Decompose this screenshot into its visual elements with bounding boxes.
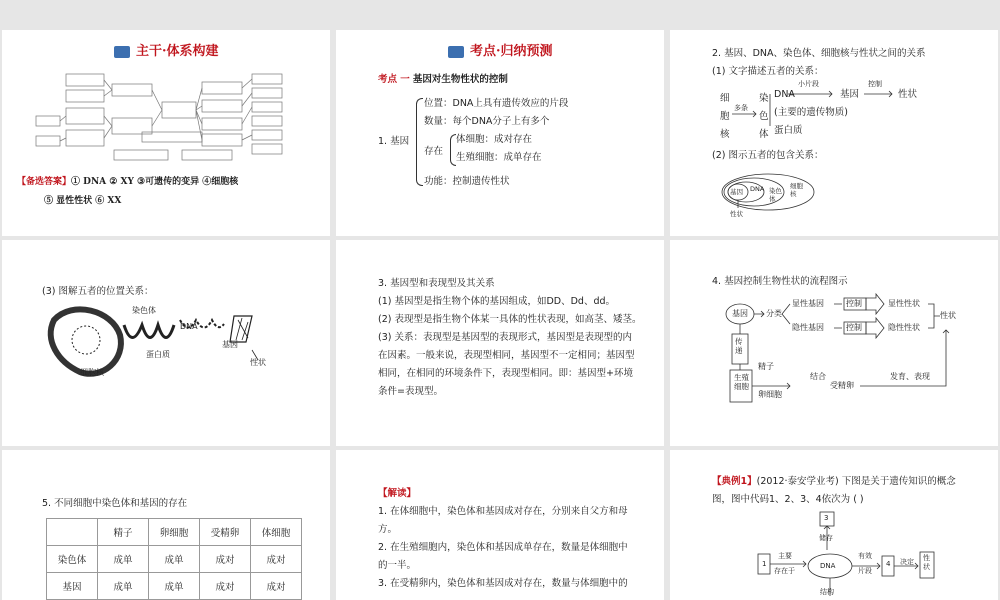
table-cell: 精子	[98, 519, 149, 546]
inclusion-diagram	[670, 30, 998, 236]
table-cell: 成单	[149, 573, 200, 600]
exist-in-label: 存在于	[774, 567, 795, 575]
table-cell: 成对	[251, 573, 302, 600]
gene-label: 基因	[840, 89, 860, 100]
text-line: (3) 关系：表现型是基因型的表现形式，基因型是表现型的内	[378, 332, 632, 343]
question-line-1: (2012·泰安学业考) 下图是关于遗传知识的概念	[756, 476, 956, 487]
table-cell: 基因	[47, 573, 98, 600]
topic-title: 基因对生物性状的控制	[412, 74, 508, 85]
answer-label: 【备选答案】	[17, 177, 72, 187]
gene-number: 数量：每个DNA分子上有多个	[424, 116, 550, 127]
ellipse-chromosome: 染色体	[769, 187, 782, 204]
text-line: 条件=表现型。	[378, 386, 443, 397]
code-3: 3	[824, 514, 829, 522]
segment-label: 片段	[858, 567, 872, 575]
heading: 2. 基因、DNA、染色体、细胞核与性状之间的关系	[712, 48, 926, 59]
heading: (3) 图解五者的位置关系：	[42, 286, 154, 297]
table-header-row	[47, 519, 302, 546]
table-cell: 体细胞	[251, 519, 302, 546]
recessive-trait: 隐性性状	[888, 323, 920, 332]
code-4: 4	[886, 560, 891, 568]
table-cell: 成单	[98, 573, 149, 600]
gene-exist: 存在	[424, 146, 444, 157]
heading: 3. 基因型和表现型及其关系	[378, 278, 495, 289]
egg-label: 卵细胞	[758, 390, 782, 399]
table-cell: 卵细胞	[149, 519, 200, 546]
table-cell: 成对	[200, 546, 251, 573]
body-cell: 体细胞：成对存在	[456, 134, 533, 145]
question-line-2: 图，图中代码1、2、3、4依次为 ( )	[712, 494, 864, 505]
text-line: (1) 基因型是指生物个体的基因组成，如DD、Dd、dd。	[378, 296, 616, 307]
flow-diagram	[670, 240, 998, 446]
gene-position: 位置：DNA上具有遗传效应的片段	[424, 98, 569, 109]
text-line: 1. 在体细胞中，染色体和基因成对存在，分别来自父方和母	[378, 506, 628, 517]
ellipse-gene: 基因	[730, 188, 743, 196]
germ-cell: 生殖细胞：成单存在	[456, 152, 542, 163]
chromosome-label: 染色体	[759, 93, 769, 141]
protein-label: 蛋白质	[774, 125, 803, 136]
zygote-label: 受精卵	[830, 381, 854, 390]
subheading-2: (2) 图示五者的包含关系：	[712, 150, 824, 161]
position-diagram	[2, 240, 330, 446]
cell-nucleus-label: 细胞核	[720, 93, 730, 141]
gene-label: 1. 基因	[378, 136, 410, 147]
split-label: 分类	[766, 309, 782, 318]
table-row	[47, 573, 302, 600]
nucleus-label: 细胞核	[80, 368, 104, 377]
recessive-gene: 隐性基因	[792, 323, 824, 332]
trait-node: 性状	[923, 554, 930, 571]
table-cell: 成对	[251, 546, 302, 573]
slide-title: 主干·体系构建	[114, 40, 219, 59]
dna-node: DNA	[820, 562, 836, 570]
slide-8[interactable]	[336, 450, 664, 600]
effective-label: 有效	[858, 552, 872, 560]
heading: 5. 不同细胞中染色体和基因的存在	[42, 498, 188, 509]
store-label: 储存	[819, 534, 833, 542]
trait-node: 性状	[940, 311, 956, 320]
dna-label: DNA	[774, 89, 795, 100]
gene-function: 功能：控制遗传性状	[424, 176, 510, 187]
germ-cell-node: 生殖细胞	[734, 373, 749, 392]
ellipse-nucleus: 细胞核	[790, 182, 803, 199]
ellipse-dna: DNA	[750, 185, 765, 193]
text-line: 相同，在相同的环境条件下，表现型相同。即：基因型+环境	[378, 368, 633, 379]
main-material: (主要的遗传物质)	[774, 107, 848, 118]
topic-tag: 考点 一	[378, 74, 410, 85]
text-line: 在因素。一般来说，表现型相同，基因型不一定相同；基因型	[378, 350, 635, 361]
decide-label: 决定	[900, 558, 914, 566]
main-label: 主要	[778, 552, 792, 560]
develop-label: 发育、表现	[890, 372, 930, 381]
table-cell: 成单	[149, 546, 200, 573]
slide-title: 考点·归纳预测	[448, 40, 553, 59]
table-row	[47, 546, 302, 573]
chromosome-gene-table	[46, 518, 302, 600]
ellipse-trait: 性状	[730, 210, 743, 218]
small-segment-label: 小片段	[798, 80, 819, 88]
slide-2[interactable]	[336, 30, 664, 236]
slide-6[interactable]	[670, 240, 998, 446]
code-1: 1	[762, 560, 767, 568]
slide-1[interactable]	[2, 30, 330, 236]
text-line: 方。	[378, 524, 398, 535]
text-line: 3. 在受精卵内，染色体和基因成对存在，数量与体细胞中的	[378, 578, 628, 589]
concept-map	[670, 450, 998, 600]
book-icon	[448, 46, 464, 58]
slide-9[interactable]	[670, 450, 998, 600]
concept-map	[2, 30, 330, 170]
top-strip	[0, 0, 1000, 24]
table-cell	[47, 519, 98, 546]
text-line: (2) 表现型是指生物个体某一具体的性状表现，如高茎、矮茎。	[378, 314, 642, 325]
slide-5[interactable]	[336, 240, 664, 446]
table-cell: 染色体	[47, 546, 98, 573]
trait-label: 性状	[898, 89, 918, 100]
combine-label: 结合	[810, 372, 826, 381]
table-cell: 成对	[200, 573, 251, 600]
control-box-2: 控制	[846, 323, 862, 332]
control-box-1: 控制	[846, 299, 862, 308]
dna-label: DNA	[180, 322, 198, 331]
chromosome-label: 染色体	[132, 306, 156, 315]
subheading-1: (1) 文字描述五者的关系：	[712, 66, 824, 77]
example-label: 【典例1】	[712, 476, 757, 487]
text-line: 2. 在生殖细胞内，染色体和基因成单存在，数量是体细胞中	[378, 542, 628, 553]
brace	[416, 98, 423, 186]
trait-label: 性状	[250, 358, 266, 367]
slide-7[interactable]	[2, 450, 330, 600]
gene-label: 基因	[222, 340, 238, 349]
protein-label: 蛋白质	[146, 350, 170, 359]
dominant-gene: 显性基因	[792, 299, 824, 308]
gene-node: 基因	[732, 309, 748, 318]
dominant-trait: 显性性状	[888, 299, 920, 308]
answers-line-1: ① DNA ② XY ③可遗传的变异 ④细胞核	[71, 177, 239, 187]
answers-line-2: ⑤ 显性性状 ⑥ XX	[44, 196, 122, 206]
table-cell: 受精卵	[200, 519, 251, 546]
heading: 4. 基因控制生物性状的流程图示	[712, 276, 848, 287]
pass-label: 传递	[735, 337, 743, 356]
structure-label: 结构	[820, 588, 834, 596]
interpretation-label: 【解读】	[378, 488, 417, 499]
sperm-label: 精子	[758, 362, 774, 371]
slide-4[interactable]	[2, 240, 330, 446]
text-line: 的一半。	[378, 560, 417, 571]
control-label: 控制	[868, 80, 882, 88]
many-label: 多条	[734, 104, 748, 112]
slide-3[interactable]	[670, 30, 998, 236]
table-cell: 成单	[98, 546, 149, 573]
